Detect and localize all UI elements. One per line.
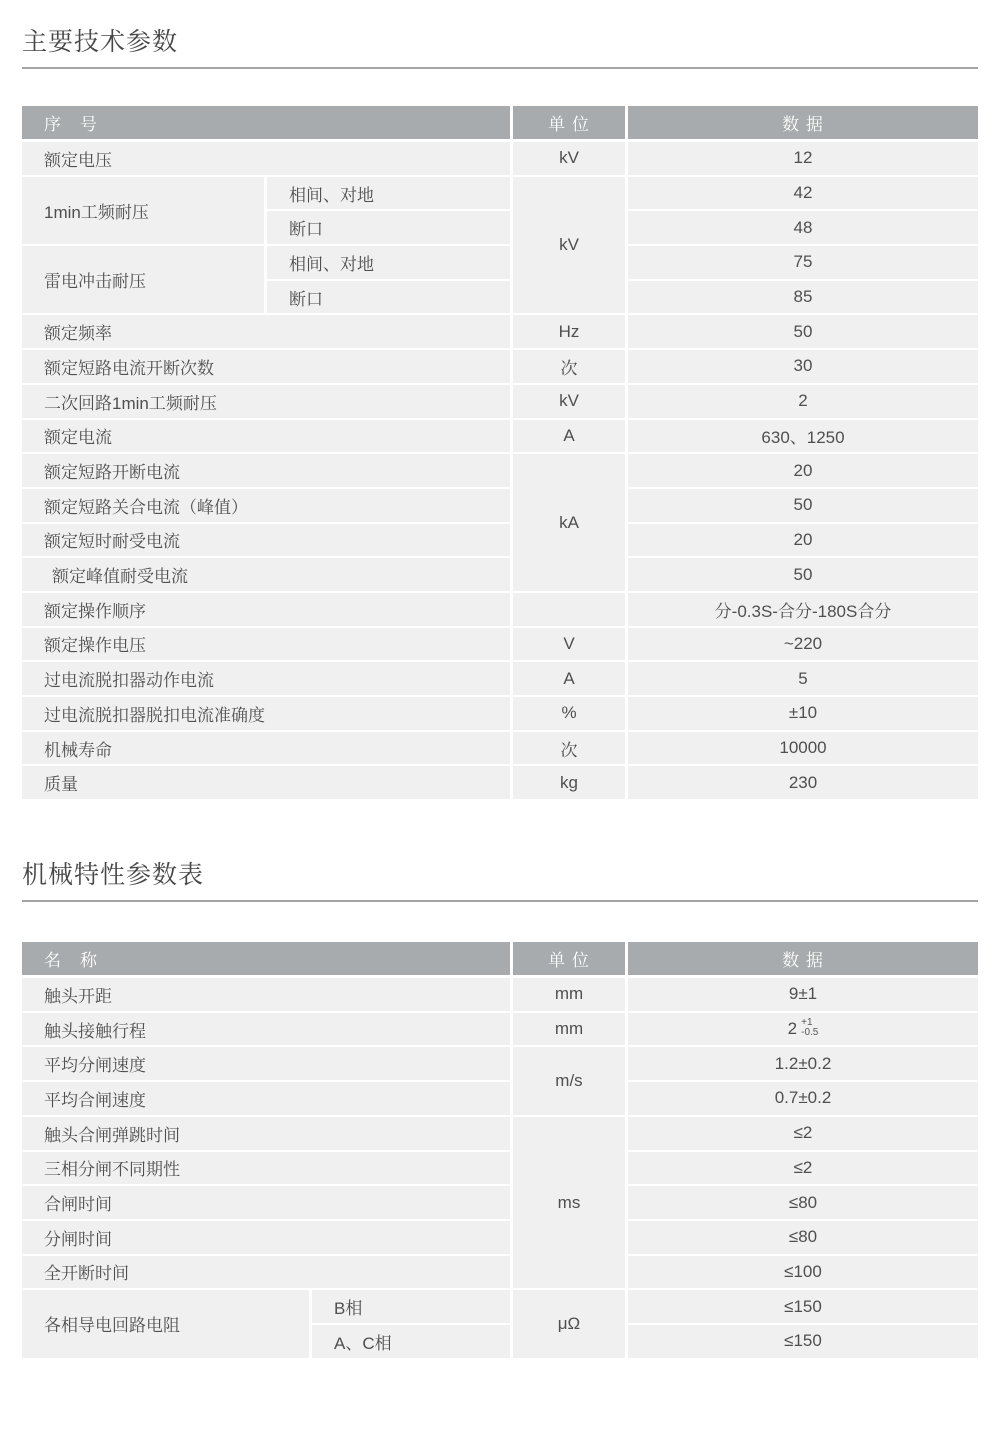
data-cell: 10000 xyxy=(628,732,978,767)
param-group-cell: 雷电冲击耐压 xyxy=(22,246,267,315)
data-cell: 9±1 xyxy=(628,978,978,1013)
data-cell: 20 xyxy=(628,524,978,559)
param-name-cell: 平均分闸速度 xyxy=(22,1047,513,1082)
main-technical-params-table xyxy=(22,106,978,801)
table-row xyxy=(22,1221,978,1256)
param-sub-cell: B相 xyxy=(312,1290,513,1325)
data-cell: ±10 xyxy=(628,697,978,732)
column-header-name: 名 称 xyxy=(22,942,513,978)
table-row xyxy=(22,315,978,350)
data-cell: 75 xyxy=(628,246,978,281)
unit-cell: 次 xyxy=(513,732,628,767)
unit-cell: mm xyxy=(513,978,628,1013)
unit-cell: kV xyxy=(513,177,628,316)
data-cell: 48 xyxy=(628,211,978,246)
table-row xyxy=(22,1186,978,1221)
param-name-cell: 额定短路关合电流（峰值） xyxy=(22,489,513,524)
data-cell: 20 xyxy=(628,454,978,489)
unit-cell: A xyxy=(513,420,628,455)
table-row xyxy=(22,558,978,593)
table-row xyxy=(22,489,978,524)
param-name-cell: 额定电压 xyxy=(22,142,513,177)
param-name-cell: 全开断时间 xyxy=(22,1256,513,1291)
data-cell: ≤2 xyxy=(628,1117,978,1152)
unit-cell: ms xyxy=(513,1117,628,1290)
table-row xyxy=(22,1290,978,1325)
param-name-cell: 额定电流 xyxy=(22,420,513,455)
data-cell: 630、1250 xyxy=(628,420,978,455)
data-cell: ~220 xyxy=(628,628,978,663)
column-header-unit: 单 位 xyxy=(513,942,628,978)
data-cell: 42 xyxy=(628,177,978,212)
data-cell: 5 xyxy=(628,662,978,697)
data-cell-with-tolerance xyxy=(628,1013,978,1048)
param-name-cell: 触头合闸弹跳时间 xyxy=(22,1117,513,1152)
param-sub-cell: A、C相 xyxy=(312,1325,513,1360)
table-row xyxy=(22,524,978,559)
tolerance-base-value: 2 xyxy=(787,1019,798,1039)
column-header-unit: 单 位 xyxy=(513,106,628,142)
param-name-cell: 额定操作顺序 xyxy=(22,593,513,628)
data-cell: ≤80 xyxy=(628,1221,978,1256)
param-name-cell: 额定峰值耐受电流 xyxy=(22,558,513,593)
unit-cell: A xyxy=(513,662,628,697)
data-cell: 12 xyxy=(628,142,978,177)
param-name-cell: 额定频率 xyxy=(22,315,513,350)
table-row xyxy=(22,1117,978,1152)
param-group-cell: 各相导电回路电阻 xyxy=(22,1290,312,1359)
table-row xyxy=(22,732,978,767)
data-cell: 30 xyxy=(628,350,978,385)
param-name-cell: 二次回路1min工频耐压 xyxy=(22,385,513,420)
table-row xyxy=(22,1013,978,1048)
unit-cell: V xyxy=(513,628,628,663)
section1-title-rule xyxy=(22,67,978,69)
tolerance-stack xyxy=(801,1018,818,1039)
data-cell: 50 xyxy=(628,489,978,524)
data-cell: ≤150 xyxy=(628,1325,978,1360)
unit-cell: 次 xyxy=(513,350,628,385)
tolerance-upper: +1 xyxy=(801,1016,813,1028)
data-cell: 1.2±0.2 xyxy=(628,1047,978,1082)
section1-title: 主要技术参数 xyxy=(22,28,179,56)
data-cell: ≤150 xyxy=(628,1290,978,1325)
param-name-cell: 过电流脱扣器脱扣电流准确度 xyxy=(22,697,513,732)
table-row xyxy=(22,766,978,801)
unit-cell xyxy=(513,593,628,628)
unit-cell: mm xyxy=(513,1013,628,1048)
param-group-cell: 1min工频耐压 xyxy=(22,177,267,246)
data-cell: 230 xyxy=(628,766,978,801)
table-header-row xyxy=(22,106,978,142)
data-cell: ≤2 xyxy=(628,1152,978,1187)
table-row xyxy=(22,385,978,420)
unit-cell: % xyxy=(513,697,628,732)
param-name-cell: 分闸时间 xyxy=(22,1221,513,1256)
unit-cell: kA xyxy=(513,454,628,593)
data-cell: 2 xyxy=(628,385,978,420)
data-cell: 分-0.3S-合分-180S合分 xyxy=(628,593,978,628)
param-name-cell: 额定短时耐受电流 xyxy=(22,524,513,559)
param-sub-cell: 断口 xyxy=(267,281,513,316)
param-name-cell: 额定短路开断电流 xyxy=(22,454,513,489)
section2-title-rule xyxy=(22,900,978,902)
unit-cell: kV xyxy=(513,142,628,177)
table-row xyxy=(22,1152,978,1187)
data-cell: ≤80 xyxy=(628,1186,978,1221)
table-row xyxy=(22,246,978,281)
table-row xyxy=(22,142,978,177)
unit-cell: kV xyxy=(513,385,628,420)
table-row xyxy=(22,454,978,489)
table-row xyxy=(22,1256,978,1291)
data-cell: 50 xyxy=(628,315,978,350)
table-row xyxy=(22,978,978,1013)
unit-cell: μΩ xyxy=(513,1290,628,1359)
param-name-cell: 额定短路电流开断次数 xyxy=(22,350,513,385)
param-name-cell: 触头开距 xyxy=(22,978,513,1013)
table-row xyxy=(22,420,978,455)
table-row xyxy=(22,350,978,385)
data-cell: ≤100 xyxy=(628,1256,978,1291)
table-row xyxy=(22,662,978,697)
param-name-cell: 额定操作电压 xyxy=(22,628,513,663)
tolerance-lower: -0.5 xyxy=(801,1027,819,1039)
table-row xyxy=(22,1082,978,1117)
table-row xyxy=(22,1047,978,1082)
column-header-data: 数 据 xyxy=(628,106,978,142)
mechanical-characteristics-table xyxy=(22,942,978,1360)
table-row xyxy=(22,697,978,732)
table-header-row xyxy=(22,942,978,978)
table-row xyxy=(22,593,978,628)
param-name-cell: 触头接触行程 xyxy=(22,1013,513,1048)
data-cell: 50 xyxy=(628,558,978,593)
param-sub-cell: 相间、对地 xyxy=(267,177,513,212)
data-cell: 85 xyxy=(628,281,978,316)
param-name-cell: 三相分闸不同期性 xyxy=(22,1152,513,1187)
column-header-data: 数 据 xyxy=(628,942,978,978)
table-row xyxy=(22,177,978,212)
param-name-cell: 过电流脱扣器动作电流 xyxy=(22,662,513,697)
unit-cell: Hz xyxy=(513,315,628,350)
section2-title: 机械特性参数表 xyxy=(22,861,205,890)
unit-cell: kg xyxy=(513,766,628,801)
table-row xyxy=(22,628,978,663)
unit-cell: m/s xyxy=(513,1047,628,1116)
param-sub-cell: 相间、对地 xyxy=(267,246,513,281)
param-sub-cell: 断口 xyxy=(267,211,513,246)
column-header-name: 序 号 xyxy=(22,106,513,142)
param-name-cell: 机械寿命 xyxy=(22,732,513,767)
param-name-cell: 合闸时间 xyxy=(22,1186,513,1221)
param-name-cell: 质量 xyxy=(22,766,513,801)
param-name-cell: 平均合闸速度 xyxy=(22,1082,513,1117)
data-cell: 0.7±0.2 xyxy=(628,1082,978,1117)
